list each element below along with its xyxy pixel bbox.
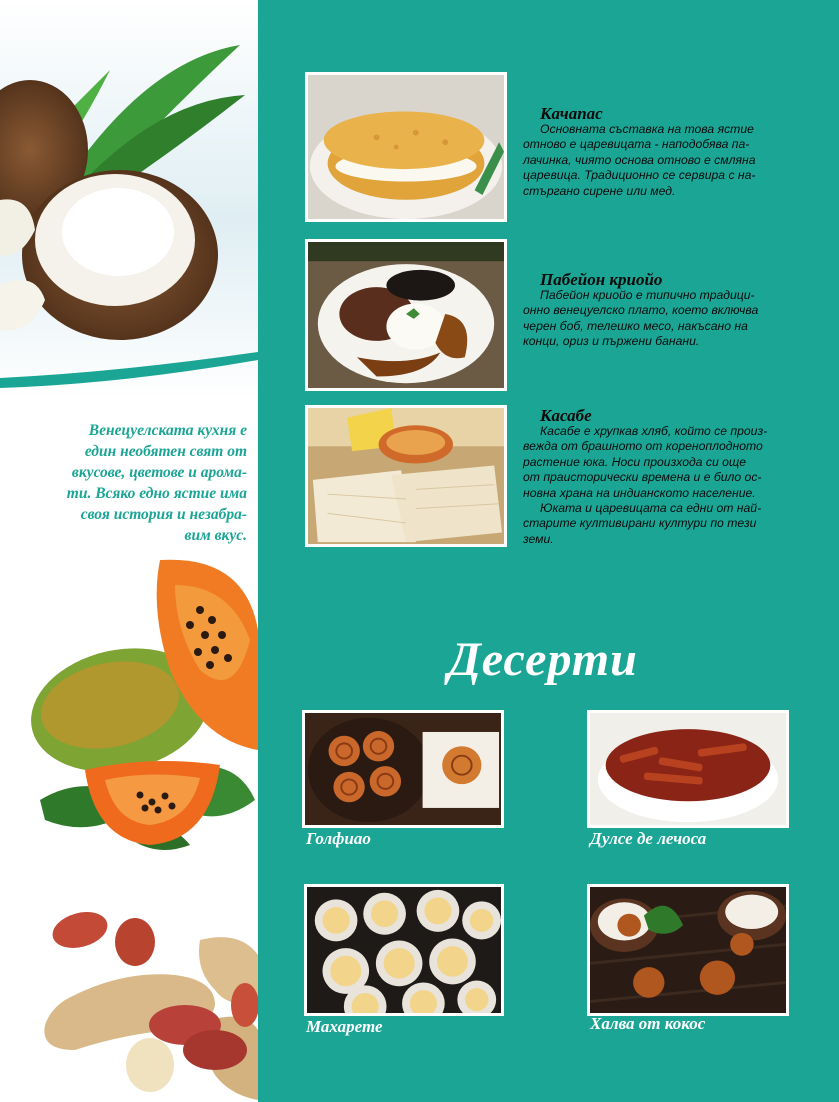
- majarete-photo: [304, 884, 504, 1016]
- dessert-caption-golfiao: Голфиао: [306, 829, 371, 848]
- left-decor-column: [0, 0, 258, 1102]
- intro-line: вим вкус.: [184, 527, 247, 544]
- coconut-illustration: [0, 0, 258, 400]
- pabellon-photo: [305, 239, 507, 391]
- text-line: старите култивирани култури по тези: [523, 516, 757, 531]
- dulce-de-lechosa-photo: [587, 710, 789, 828]
- text-line: вежда от брашното от кореноплодното: [523, 439, 763, 454]
- casabe-photo: [305, 405, 507, 547]
- dish-description-cachapas: [523, 122, 791, 199]
- text-line: Основната съставка на това ястие: [540, 122, 754, 136]
- intro-line: ти. Всяко едно ястие има: [66, 485, 247, 502]
- dessert-caption-majarete: Махарете: [306, 1017, 383, 1036]
- text-line: черен боб, телешко месо, накъсано на: [523, 318, 748, 333]
- text-line: новна храна на индианското население.: [523, 485, 756, 500]
- papaya-illustration: [0, 540, 258, 870]
- desserts-heading: Десерти: [448, 633, 638, 686]
- text-line: земи.: [523, 531, 554, 546]
- dish-description-pabellon: [523, 288, 791, 350]
- text-line: отново е царевицата - наподобява па-: [523, 137, 750, 152]
- dessert-caption-dulce-de-lechosa: Дулсе де лечоса: [590, 829, 707, 848]
- dish-title-cachapas: Качапас: [540, 104, 603, 123]
- text-line: конци, ориз и пържени банани.: [523, 334, 700, 349]
- text-line: стъргано сирене или мед.: [523, 183, 676, 198]
- text-line: растение юка. Носи произхода си още: [523, 454, 747, 469]
- coconut-halva-photo: [587, 884, 789, 1016]
- text-line: онно венецуелско плато, което включва: [523, 303, 759, 318]
- peanuts-illustration: [0, 900, 258, 1102]
- text-line: Юката и царевицата са едни от най-: [540, 501, 762, 516]
- intro-line: вкусове, цветове и арома-: [71, 464, 247, 481]
- dessert-caption-coconut-halva: Халва от кокос: [590, 1014, 706, 1033]
- intro-tagline: [22, 420, 247, 546]
- text-line: царевица. Традиционно се сервира с на-: [523, 168, 756, 183]
- text-line: Касабе е хрупкав хляб, който се произ-: [540, 424, 768, 438]
- intro-line: своя история и незабра-: [80, 506, 247, 523]
- golfiao-photo: [302, 710, 504, 828]
- intro-line: Венецуелската кухня е: [88, 422, 247, 439]
- cachapas-photo: [305, 72, 507, 222]
- dish-description-casabe: [523, 424, 791, 547]
- text-line: от праисторически времена и е било ос-: [523, 470, 762, 485]
- text-line: Пабейон криойо е типично традици-: [540, 288, 755, 302]
- dish-title-pabellon: Пабейон криойо: [540, 270, 663, 289]
- text-line: лачинка, чиято основа отново е смляна: [523, 152, 756, 167]
- dish-title-casabe: Касабе: [540, 406, 592, 425]
- intro-line: един необятен свят от: [84, 443, 247, 460]
